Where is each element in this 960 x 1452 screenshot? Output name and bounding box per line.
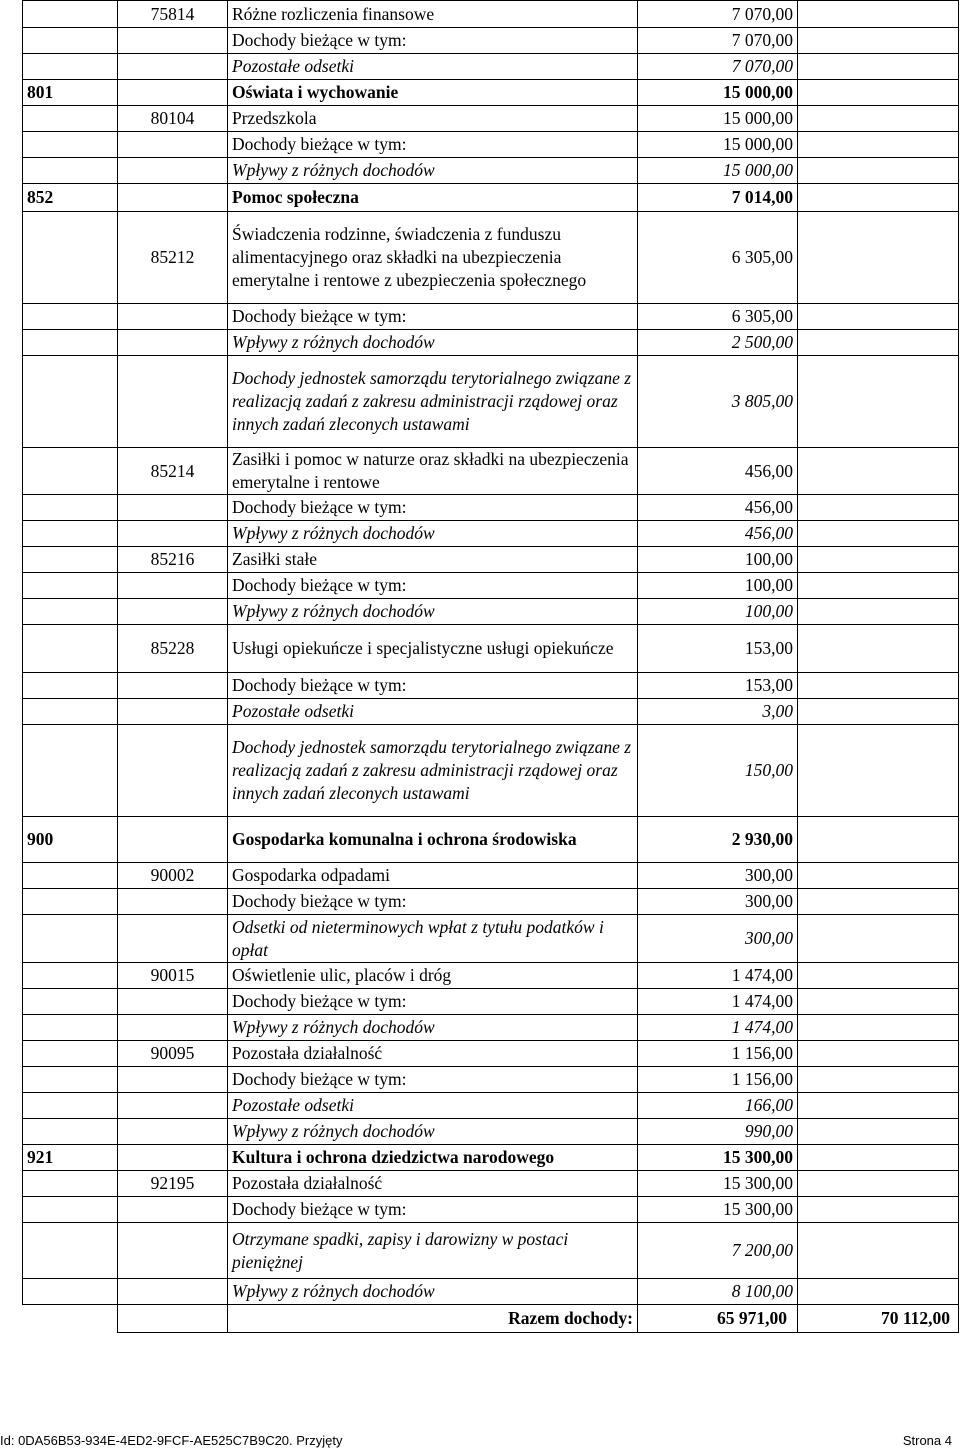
dzial-cell [23, 889, 118, 915]
description-cell: Otrzymane spadki, zapisy i darowizny w postaci pieniężnej [228, 1223, 638, 1279]
amount-cell: 6 305,00 [638, 304, 798, 330]
table-row [23, 1223, 959, 1279]
table-row [23, 495, 959, 521]
amount-cell: 166,00 [638, 1093, 798, 1119]
amount-cell: 6 305,00 [638, 212, 798, 304]
amount-after-cell [798, 495, 959, 521]
table-row [23, 158, 959, 184]
table-row [23, 699, 959, 725]
amount-cell: 15 000,00 [638, 106, 798, 132]
table-row [23, 547, 959, 573]
dzial-cell [23, 1197, 118, 1223]
total-spacer [23, 1305, 118, 1333]
dzial-cell [23, 1067, 118, 1093]
rozdzial-cell [118, 330, 228, 356]
dzial-cell [23, 573, 118, 599]
dzial-cell [23, 356, 118, 448]
rozdzial-cell [118, 573, 228, 599]
description-cell: Pozostałe odsetki [228, 54, 638, 80]
description-cell: Pozostałe odsetki [228, 1093, 638, 1119]
table-row [23, 625, 959, 673]
table-row [23, 448, 959, 495]
description-cell: Pozostała działalność [228, 1171, 638, 1197]
rozdzial-cell: 90095 [118, 1041, 228, 1067]
dzial-cell: 852 [23, 184, 118, 212]
dzial-cell [23, 1223, 118, 1279]
description-cell: Gospodarka odpadami [228, 863, 638, 889]
rozdzial-cell [118, 1015, 228, 1041]
description-cell: Dochody bieżące w tym: [228, 573, 638, 599]
rozdzial-cell [118, 304, 228, 330]
rozdzial-cell: 85216 [118, 547, 228, 573]
amount-cell: 153,00 [638, 673, 798, 699]
rozdzial-cell [118, 725, 228, 817]
table-row [23, 28, 959, 54]
dzial-cell [23, 963, 118, 989]
amount-after-cell [798, 132, 959, 158]
description-cell: Dochody bieżące w tym: [228, 673, 638, 699]
amount-cell: 3 805,00 [638, 356, 798, 448]
description-cell: Wpływy z różnych dochodów [228, 158, 638, 184]
dzial-cell [23, 106, 118, 132]
rozdzial-cell [118, 356, 228, 448]
description-cell: Oświetlenie ulic, placów i dróg [228, 963, 638, 989]
rozdzial-cell: 90002 [118, 863, 228, 889]
rozdzial-cell [118, 673, 228, 699]
rozdzial-cell [118, 1145, 228, 1171]
table-row [23, 304, 959, 330]
amount-after-cell [798, 330, 959, 356]
description-cell: Pomoc społeczna [228, 184, 638, 212]
amount-cell: 7 070,00 [638, 1, 798, 28]
description-cell: Wpływy z różnych dochodów [228, 1279, 638, 1305]
amount-cell: 300,00 [638, 863, 798, 889]
description-cell: Wpływy z różnych dochodów [228, 599, 638, 625]
amount-after-cell [798, 989, 959, 1015]
amount-cell: 2 930,00 [638, 817, 798, 863]
table-row [23, 863, 959, 889]
description-cell: Wpływy z różnych dochodów [228, 1119, 638, 1145]
description-cell: Zasiłki stałe [228, 547, 638, 573]
table-row [23, 356, 959, 448]
amount-cell: 100,00 [638, 547, 798, 573]
rozdzial-cell [118, 915, 228, 963]
rozdzial-cell [118, 699, 228, 725]
amount-after-cell [798, 1197, 959, 1223]
dzial-cell [23, 54, 118, 80]
amount-after-cell [798, 184, 959, 212]
amount-cell: 1 156,00 [638, 1067, 798, 1093]
total-label: Razem dochody: [228, 1305, 638, 1333]
amount-after-cell [798, 863, 959, 889]
dzial-cell: 801 [23, 80, 118, 106]
amount-cell: 15 300,00 [638, 1171, 798, 1197]
rozdzial-cell [118, 1119, 228, 1145]
amount-cell: 990,00 [638, 1119, 798, 1145]
description-cell: Kultura i ochrona dziedzictwa narodowego [228, 1145, 638, 1171]
table-row [23, 1, 959, 28]
dzial-cell: 921 [23, 1145, 118, 1171]
amount-cell: 300,00 [638, 889, 798, 915]
amount-after-cell [798, 1015, 959, 1041]
dzial-cell [23, 158, 118, 184]
amount-cell: 3,00 [638, 699, 798, 725]
amount-after-cell [798, 1171, 959, 1197]
amount-cell: 456,00 [638, 521, 798, 547]
dzial-cell [23, 863, 118, 889]
revenue-table [22, 0, 959, 1333]
total-spacer [118, 1305, 228, 1333]
table-row [23, 184, 959, 212]
description-cell: Dochody bieżące w tym: [228, 132, 638, 158]
page-number: Strona 4 [902, 1433, 952, 1448]
description-cell: Przedszkola [228, 106, 638, 132]
table-row [23, 1171, 959, 1197]
amount-cell: 100,00 [638, 599, 798, 625]
table-row [23, 1041, 959, 1067]
table-row [23, 1067, 959, 1093]
amount-after-cell [798, 673, 959, 699]
amount-after-cell [798, 547, 959, 573]
table-row [23, 212, 959, 304]
rozdzial-cell [118, 989, 228, 1015]
rozdzial-cell [118, 28, 228, 54]
amount-after-cell [798, 1119, 959, 1145]
dzial-cell [23, 521, 118, 547]
amount-cell: 15 300,00 [638, 1145, 798, 1171]
amount-cell: 7 014,00 [638, 184, 798, 212]
description-cell: Pozostała działalność [228, 1041, 638, 1067]
amount-cell: 100,00 [638, 573, 798, 599]
amount-cell: 7 070,00 [638, 28, 798, 54]
rozdzial-cell: 85228 [118, 625, 228, 673]
dzial-cell [23, 132, 118, 158]
rozdzial-cell [118, 1067, 228, 1093]
description-cell: Wpływy z różnych dochodów [228, 521, 638, 547]
table-row [23, 915, 959, 963]
dzial-cell [23, 1015, 118, 1041]
table-row [23, 80, 959, 106]
table-row [23, 1145, 959, 1171]
amount-after-cell [798, 915, 959, 963]
amount-cell: 8 100,00 [638, 1279, 798, 1305]
description-cell: Dochody bieżące w tym: [228, 889, 638, 915]
amount-cell: 7 200,00 [638, 1223, 798, 1279]
rozdzial-cell [118, 1279, 228, 1305]
dzial-cell [23, 599, 118, 625]
amount-after-cell [798, 1, 959, 28]
table-row [23, 1093, 959, 1119]
dzial-cell [23, 1171, 118, 1197]
dzial-cell [23, 1, 118, 28]
rozdzial-cell [118, 889, 228, 915]
dzial-cell [23, 1041, 118, 1067]
description-cell: Dochody bieżące w tym: [228, 989, 638, 1015]
total-value-after: 70 112,00 [798, 1305, 959, 1333]
rozdzial-cell: 75814 [118, 1, 228, 28]
amount-after-cell [798, 1145, 959, 1171]
dzial-cell [23, 699, 118, 725]
amount-cell: 15 000,00 [638, 80, 798, 106]
rozdzial-cell [118, 158, 228, 184]
amount-cell: 1 156,00 [638, 1041, 798, 1067]
amount-after-cell [798, 1223, 959, 1279]
amount-after-cell [798, 106, 959, 132]
total-row [23, 1305, 959, 1333]
dzial-cell [23, 625, 118, 673]
dzial-cell [23, 212, 118, 304]
description-cell: Różne rozliczenia finansowe [228, 1, 638, 28]
amount-cell: 1 474,00 [638, 963, 798, 989]
description-cell: Gospodarka komunalna i ochrona środowiska [228, 817, 638, 863]
rozdzial-cell: 85214 [118, 448, 228, 495]
amount-cell: 300,00 [638, 915, 798, 963]
description-cell: Świadczenia rodzinne, świadczenia z funduszu alimentacyjnego oraz składki na ubezpieczenia emerytalne i rentowe z ubezpieczenia społecznego [228, 212, 638, 304]
table-row [23, 725, 959, 817]
description-cell: Dochody bieżące w tym: [228, 304, 638, 330]
rozdzial-cell: 90015 [118, 963, 228, 989]
table-row [23, 889, 959, 915]
table-row [23, 963, 959, 989]
dzial-cell [23, 304, 118, 330]
description-cell: Dochody bieżące w tym: [228, 495, 638, 521]
amount-after-cell [798, 212, 959, 304]
table-row [23, 1279, 959, 1305]
dzial-cell [23, 725, 118, 817]
table-row [23, 1197, 959, 1223]
amount-after-cell [798, 356, 959, 448]
amount-after-cell [798, 158, 959, 184]
amount-after-cell [798, 963, 959, 989]
table-row [23, 106, 959, 132]
document-id: Id: 0DA56B53-934E-4ED2-9FCF-AE525C7B9C20. Przyjęty [0, 1433, 343, 1448]
dzial-cell: 900 [23, 817, 118, 863]
dzial-cell [23, 448, 118, 495]
amount-cell: 1 474,00 [638, 1015, 798, 1041]
amount-cell: 153,00 [638, 625, 798, 673]
amount-cell: 15 300,00 [638, 1197, 798, 1223]
amount-after-cell [798, 817, 959, 863]
table-row [23, 817, 959, 863]
rozdzial-cell [118, 80, 228, 106]
description-cell: Dochody jednostek samorządu terytorialnego związane z realizacją zadań z zakresu administracji rządowej oraz innych zadań zleconych ustawami [228, 356, 638, 448]
amount-cell: 2 500,00 [638, 330, 798, 356]
dzial-cell [23, 495, 118, 521]
description-cell: Dochody jednostek samorządu terytorialnego związane z realizacją zadań z zakresu administracji rządowej oraz innych zadań zleconych ustawami [228, 725, 638, 817]
table-row [23, 599, 959, 625]
table-row [23, 132, 959, 158]
amount-after-cell [798, 80, 959, 106]
rozdzial-cell [118, 599, 228, 625]
amount-after-cell [798, 304, 959, 330]
table-row [23, 573, 959, 599]
amount-after-cell [798, 889, 959, 915]
table-row [23, 1119, 959, 1145]
amount-after-cell [798, 599, 959, 625]
amount-after-cell [798, 1093, 959, 1119]
dzial-cell [23, 1093, 118, 1119]
rozdzial-cell: 85212 [118, 212, 228, 304]
amount-after-cell [798, 1279, 959, 1305]
dzial-cell [23, 330, 118, 356]
description-cell: Pozostałe odsetki [228, 699, 638, 725]
rozdzial-cell [118, 184, 228, 212]
dzial-cell [23, 1119, 118, 1145]
description-cell: Odsetki od nieterminowych wpłat z tytułu podatków i opłat [228, 915, 638, 963]
amount-after-cell [798, 1041, 959, 1067]
amount-cell: 456,00 [638, 448, 798, 495]
rozdzial-cell [118, 1093, 228, 1119]
dzial-cell [23, 989, 118, 1015]
amount-cell: 15 000,00 [638, 158, 798, 184]
rozdzial-cell: 92195 [118, 1171, 228, 1197]
rozdzial-cell [118, 54, 228, 80]
rozdzial-cell [118, 495, 228, 521]
table-row [23, 673, 959, 699]
rozdzial-cell [118, 817, 228, 863]
dzial-cell [23, 915, 118, 963]
description-cell: Dochody bieżące w tym: [228, 1067, 638, 1093]
dzial-cell [23, 28, 118, 54]
dzial-cell [23, 673, 118, 699]
total-value-before: 65 971,00 [638, 1305, 798, 1333]
amount-after-cell [798, 521, 959, 547]
amount-after-cell [798, 699, 959, 725]
amount-after-cell [798, 448, 959, 495]
amount-cell: 7 070,00 [638, 54, 798, 80]
amount-after-cell [798, 1067, 959, 1093]
rozdzial-cell [118, 521, 228, 547]
dzial-cell [23, 1279, 118, 1305]
table-row [23, 1015, 959, 1041]
table-row [23, 54, 959, 80]
amount-cell: 456,00 [638, 495, 798, 521]
amount-after-cell [798, 54, 959, 80]
budget-sheet [22, 0, 958, 1333]
description-cell: Zasiłki i pomoc w naturze oraz składki na ubezpieczenia emerytalne i rentowe [228, 448, 638, 495]
description-cell: Dochody bieżące w tym: [228, 28, 638, 54]
table-row [23, 521, 959, 547]
amount-cell: 15 000,00 [638, 132, 798, 158]
description-cell: Oświata i wychowanie [228, 80, 638, 106]
amount-after-cell [798, 725, 959, 817]
amount-after-cell [798, 573, 959, 599]
description-cell: Wpływy z różnych dochodów [228, 330, 638, 356]
amount-cell: 150,00 [638, 725, 798, 817]
description-cell: Wpływy z różnych dochodów [228, 1015, 638, 1041]
amount-after-cell [798, 28, 959, 54]
amount-after-cell [798, 625, 959, 673]
description-cell: Dochody bieżące w tym: [228, 1197, 638, 1223]
rozdzial-cell [118, 1197, 228, 1223]
table-row [23, 330, 959, 356]
dzial-cell [23, 547, 118, 573]
amount-cell: 1 474,00 [638, 989, 798, 1015]
rozdzial-cell [118, 132, 228, 158]
table-row [23, 989, 959, 1015]
rozdzial-cell [118, 1223, 228, 1279]
rozdzial-cell: 80104 [118, 106, 228, 132]
description-cell: Usługi opiekuńcze i specjalistyczne usługi opiekuńcze [228, 625, 638, 673]
